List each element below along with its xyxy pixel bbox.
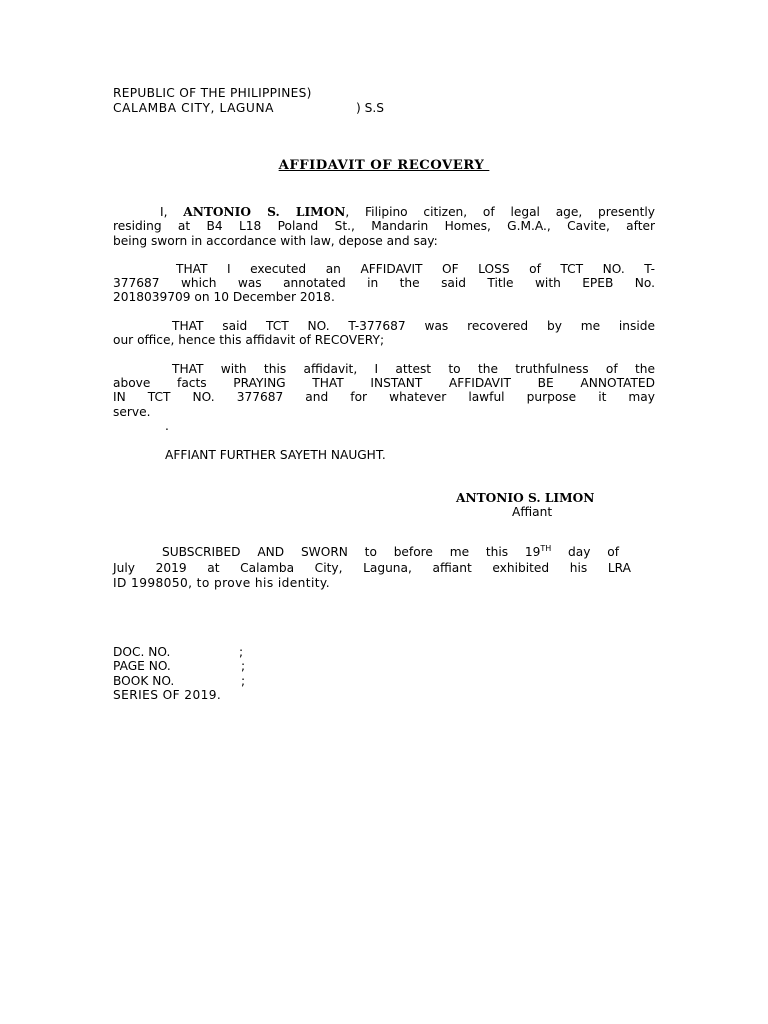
para2-line-1: THAT said TCT NO. T-377687 was recovered by me inside bbox=[172, 319, 655, 333]
document-title: AFFIDAVIT OF RECOVERY bbox=[278, 158, 490, 173]
header-line-1: REPUBLIC OF THE PHILIPPINES) bbox=[113, 86, 312, 100]
para3-line-3: IN TCT NO. 377687 and for whatever lawful purpose it may bbox=[113, 390, 655, 404]
closing-statement: AFFIANT FURTHER SAYETH NAUGHT. bbox=[165, 448, 386, 462]
para3-line-2: above facts PRAYING THAT INSTANT AFFIDAVIT BE ANNOTATED bbox=[113, 376, 655, 390]
para1-line-3: 2018039709 on 10 December 2018. bbox=[113, 290, 335, 304]
para1-line-2: 377687 which was annotated in the said Title with EPEB No. bbox=[113, 276, 655, 290]
jurat-line-3: ID 1998050, to prove his identity. bbox=[113, 576, 331, 590]
para3-line-1: THAT with this affidavit, I attest to the truthfulness of the bbox=[172, 362, 655, 376]
notarial-book-no: BOOK NO. bbox=[113, 674, 175, 688]
notarial-series: SERIES OF 2019. bbox=[113, 688, 222, 702]
stray-mark: . bbox=[165, 419, 169, 433]
intro-line-1: I, ANTONIO S. LIMON, Filipino citizen, of legal age, presently bbox=[160, 205, 655, 219]
header-line-2-right: ) S.S bbox=[356, 101, 384, 115]
header-line-2-left: CALAMBA CITY, LAGUNA bbox=[113, 101, 275, 115]
intro-line-2: residing at B4 L18 Poland St., Mandarin Homes, G.M.A., Cavite, after bbox=[113, 219, 655, 233]
para1-line-1: THAT I executed an AFFIDAVIT OF LOSS of TCT NO. T- bbox=[176, 262, 655, 276]
affiant-name-inline: ANTONIO S. LIMON bbox=[183, 205, 346, 219]
para2-line-2: our office, hence this affidavit of RECOVERY; bbox=[113, 333, 385, 347]
signature-name: ANTONIO S. LIMON bbox=[456, 491, 595, 505]
notarial-doc-semicolon: ; bbox=[239, 645, 244, 659]
notarial-doc-no: DOC. NO. bbox=[113, 645, 171, 659]
signature-role: Affiant bbox=[512, 505, 553, 519]
intro-line-3: being sworn in accordance with law, depose and say: bbox=[113, 234, 438, 248]
jurat-line-1: SUBSCRIBED AND SWORN to before me this 19TH day of bbox=[162, 544, 619, 559]
notarial-page-no: PAGE NO. bbox=[113, 659, 171, 673]
jurat-line-2: July 2019 at Calamba City, Laguna, affiant exhibited his LRA bbox=[113, 561, 631, 575]
notarial-page-semicolon: ; bbox=[241, 659, 246, 673]
para3-line-4: serve. bbox=[113, 405, 151, 419]
notarial-book-semicolon: ; bbox=[241, 674, 246, 688]
